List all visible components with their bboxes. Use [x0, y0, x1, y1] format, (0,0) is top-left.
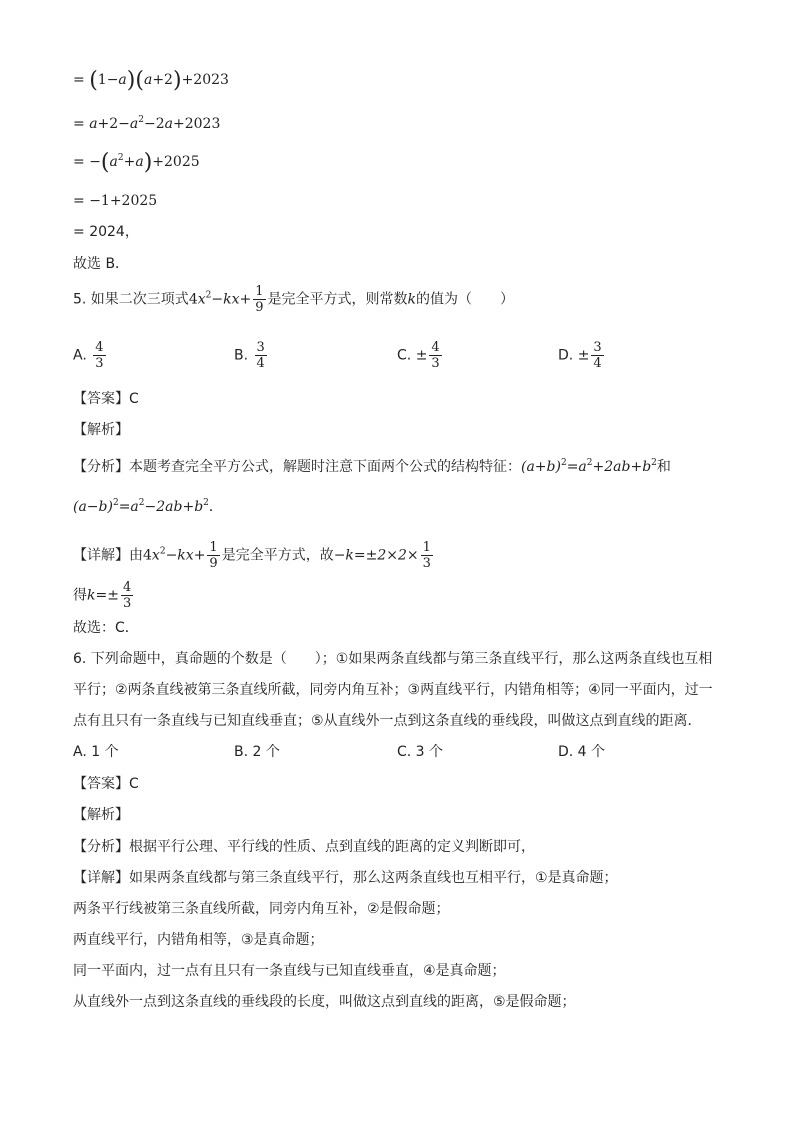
exponent: 2	[138, 115, 145, 125]
fraction	[93, 340, 105, 371]
fraction	[253, 284, 265, 315]
q5-xiangjie-line	[73, 540, 435, 571]
paren: (	[89, 68, 98, 93]
fraction-numerator: 3	[256, 340, 265, 355]
exponent: 2	[205, 290, 212, 301]
paren: )	[172, 68, 182, 93]
fraction-denominator: 3	[122, 596, 132, 611]
q6-xiangjie-line-1	[73, 868, 618, 888]
math-text: −1+2025	[89, 193, 158, 209]
q5-option-d	[558, 340, 606, 371]
fenxi-tag: 【分析】	[73, 839, 129, 855]
answer-tag: 【答案】	[73, 391, 129, 407]
derivation-line-5	[73, 222, 139, 242]
q5-fenxi-line-1	[73, 457, 671, 477]
fraction	[591, 340, 603, 371]
xiangjie-tag: 【详解】	[73, 547, 129, 564]
paren: (	[100, 150, 110, 175]
math-text: 1−	[97, 72, 119, 88]
math-text: 4	[143, 547, 152, 564]
q5-fenxi-line-2	[73, 497, 223, 517]
math-var: a	[118, 72, 127, 88]
math-text: +2−	[97, 116, 130, 132]
q6-analysis-tag: 【解析】	[73, 807, 129, 823]
math-var: a	[143, 72, 153, 88]
fraction-denominator: 3	[431, 356, 440, 371]
option-label: A.	[73, 347, 87, 364]
math-var: kx	[223, 291, 240, 308]
paren: )	[143, 150, 153, 175]
q5-option-c	[397, 340, 444, 371]
math-text: +2	[152, 72, 173, 88]
q5-suffix: 的值为（ ）	[416, 291, 514, 308]
exponent: 2	[651, 458, 657, 468]
math-var: a	[164, 116, 174, 132]
fraction-numerator: 4	[431, 340, 440, 355]
fenxi-text: 本题考查完全平方公式，解题时注意下面两个公式的结构特征：	[129, 459, 521, 475]
fraction-numerator: 1	[422, 540, 431, 555]
option-sign: ±	[415, 347, 428, 364]
question-5-stem	[73, 284, 514, 315]
derivation-line-4	[73, 191, 157, 211]
exponent: 2	[112, 498, 119, 508]
derivation-line-1	[73, 70, 229, 91]
paren: (	[135, 68, 144, 93]
q5-option-a	[73, 340, 108, 371]
q6-xiangjie-line-4: 同一平面内，过一点有且只有一条直线与已知直线垂直，④是真命题；	[73, 963, 506, 979]
q6-option-d: D. 4 个	[558, 744, 606, 760]
math-text: −	[89, 154, 101, 170]
equals-sign: =	[73, 193, 85, 209]
exponent: 2	[138, 498, 145, 508]
derivation-line-3	[73, 152, 200, 173]
exponent: 2	[560, 458, 567, 468]
q6-stem-line-1: 6. 下列命题中，真命题的个数是（ ）；①如果两条直线都与第三条直线平行，那么这两条直线也互相	[73, 651, 713, 667]
q5-analysis-tag: 【解析】	[73, 422, 129, 438]
formula: −k=±2×2×	[333, 547, 419, 564]
q5-choose: 故选：C．	[73, 620, 139, 636]
exponent: 2	[117, 153, 124, 163]
fraction-denominator: 3	[95, 356, 104, 371]
math-var: kx	[177, 547, 194, 564]
option-label: C.	[397, 347, 412, 364]
equals-sign: =	[73, 116, 85, 132]
option-label: D.	[558, 347, 574, 364]
math-var: x	[197, 291, 206, 308]
math-text: +	[193, 547, 206, 564]
formula: −2ab+b	[144, 499, 204, 515]
fraction-numerator: 1	[209, 540, 218, 555]
fraction	[121, 580, 133, 611]
math-text: −2	[144, 116, 165, 132]
fraction-numerator: 1	[255, 284, 264, 299]
fraction-denominator: 9	[255, 300, 264, 315]
text: ．	[208, 499, 223, 515]
fenxi-tag: 【分析】	[73, 459, 129, 475]
q6-xiangjie-line-5: 从直线外一点到这条直线的垂线段的长度，叫做这点到直线的距离，⑤是假命题；	[73, 994, 576, 1010]
math-text: +2023	[181, 72, 229, 88]
q6-fenxi-line	[73, 837, 535, 857]
formula: k=±	[87, 587, 119, 604]
equals-sign: =	[73, 72, 85, 88]
fraction	[207, 540, 219, 571]
math-text: +2023	[173, 116, 221, 132]
q6-stem-line-3: 点有且只有一条直线与已知直线垂直；⑤从直线外一点到这条直线的垂线段，叫做这点到直线的距离．	[73, 713, 702, 729]
q6-xiangjie-line-3: 两直线平行，内错角相等，③是真命题；	[73, 932, 324, 948]
math-text: −	[211, 291, 224, 308]
math-var: a	[109, 154, 118, 170]
math-text: +2025	[152, 154, 200, 170]
text: 是完全平方式，故	[221, 547, 334, 564]
text: 和	[656, 459, 671, 475]
answer-value: C	[129, 776, 139, 792]
math-text: 4	[188, 291, 198, 308]
fraction-numerator: 4	[122, 580, 132, 595]
q5-prefix: 5. 如果二次三项式	[73, 291, 189, 308]
formula: (a+b)	[521, 459, 561, 475]
answer-tag: 【答案】	[73, 776, 129, 792]
formula: =a	[566, 459, 587, 475]
math-var: x	[151, 547, 160, 564]
math-var: a	[129, 116, 139, 132]
math-text: −	[165, 547, 178, 564]
q6-option-c: C. 3 个	[397, 744, 444, 760]
fraction-denominator: 4	[593, 356, 602, 371]
text: 得	[73, 587, 87, 604]
fraction	[429, 340, 441, 371]
derivation-choose: 故选 B．	[73, 256, 130, 272]
math-text: +	[239, 291, 252, 308]
q5-answer	[73, 389, 139, 409]
formula: (a−b)	[73, 499, 113, 515]
math-var: a	[135, 154, 144, 170]
fraction-numerator: 3	[593, 340, 602, 355]
q5-option-b	[234, 340, 269, 371]
fraction-numerator: 4	[95, 340, 104, 355]
math-text: +	[123, 154, 136, 170]
option-label: B.	[234, 347, 249, 364]
text: 如果两条直线都与第三条直线平行，那么这两条直线也互相平行，①是真命题；	[129, 870, 618, 886]
q6-answer	[73, 774, 139, 794]
formula: =a	[118, 499, 139, 515]
fraction-denominator: 9	[209, 556, 218, 571]
fraction	[421, 540, 433, 571]
q6-option-a: A. 1 个	[73, 744, 119, 760]
option-sign: ±	[577, 347, 590, 364]
exponent: 2	[586, 458, 593, 468]
paren: )	[126, 68, 136, 93]
math-var: a	[89, 116, 98, 132]
exponent: 2	[159, 546, 166, 557]
fenxi-text: 根据平行公理、平行线的性质、点到直线的距离的定义判断即可，	[129, 839, 535, 855]
q6-stem-line-2: 平行；②两条直线被第三条直线所截，同旁内角互补；③两直线平行，内错角相等；④同一平面内，过一	[73, 682, 713, 698]
formula: +2ab+b	[592, 459, 652, 475]
exponent: 2	[203, 498, 209, 508]
equals-sign: =	[73, 224, 85, 240]
text: 由	[129, 547, 143, 564]
equals-sign: =	[73, 154, 85, 170]
fraction-denominator: 4	[256, 356, 265, 371]
math-text: 2024，	[89, 224, 139, 240]
fraction-denominator: 3	[422, 556, 431, 571]
q6-option-b: B. 2 个	[234, 744, 280, 760]
q5-mid: 是完全平方式，则常数	[267, 291, 408, 308]
q5-result-line	[73, 580, 135, 611]
fraction	[255, 340, 267, 371]
derivation-line-2	[73, 114, 220, 134]
math-var: k	[407, 291, 416, 308]
q6-xiangjie-line-2: 两条平行线被第三条直线所截，同旁内角互补，②是假命题；	[73, 901, 450, 917]
xiangjie-tag: 【详解】	[73, 870, 129, 886]
answer-value: C	[129, 391, 139, 407]
